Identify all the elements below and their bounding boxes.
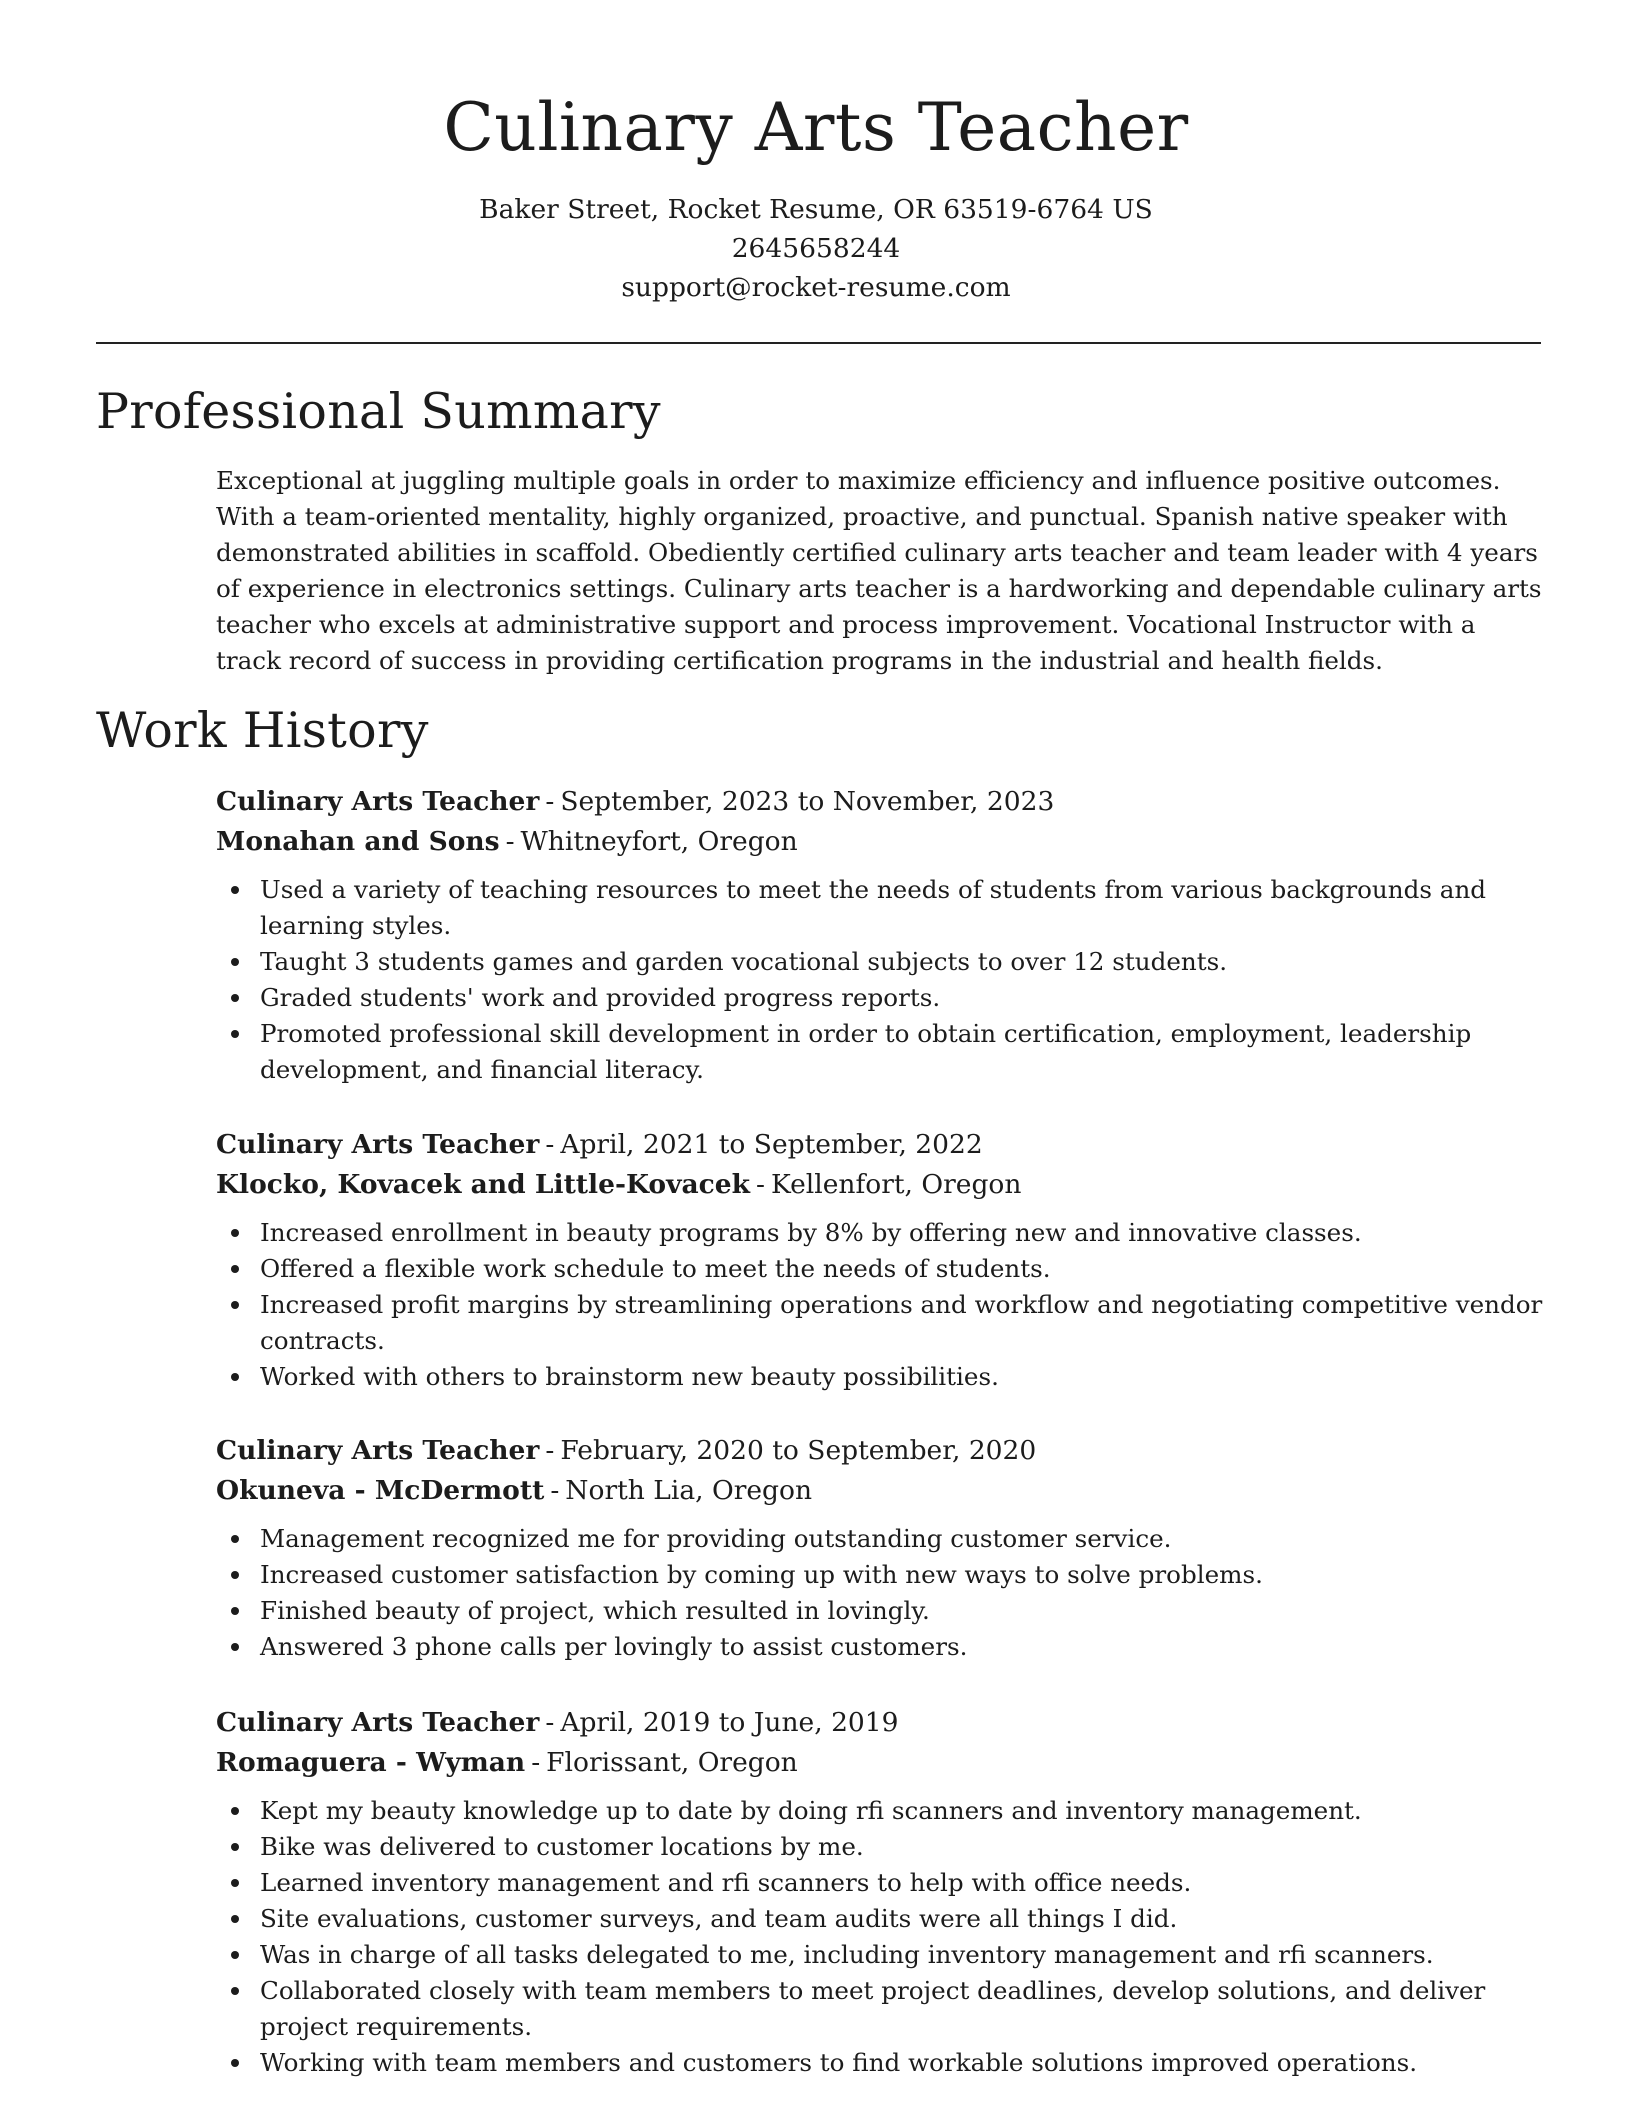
job-location: Florissant, Oregon <box>546 1747 798 1778</box>
job-location: Whitneyfort, Oregon <box>520 826 798 857</box>
job-title-line: Culinary Arts Teacher - April, 2019 to June, 2019 <box>216 1707 899 1738</box>
job-dates: April, 2021 to September, 2022 <box>560 1129 983 1160</box>
job-entry <box>216 782 1546 1088</box>
job-bullet: Used a variety of teaching resources to meet the needs of students from various backgrounds and learning styles. <box>260 872 1546 944</box>
job-bullet: Finished beauty of project, which resulted in lovingly. <box>260 1593 1546 1629</box>
job-company-line: Okuneva - McDermott - North Lia, Oregon <box>216 1475 813 1506</box>
job-company-line: Klocko, Kovacek and Little-Kovacek - Kellenfort, Oregon <box>216 1169 1022 1200</box>
job-bullet: Management recognized me for providing outstanding customer service. <box>260 1521 1546 1557</box>
job-role: Culinary Arts Teacher <box>216 1707 540 1738</box>
job-title-line: Culinary Arts Teacher - April, 2021 to September, 2022 <box>216 1129 983 1160</box>
resume-name: Culinary Arts Teacher <box>443 89 1189 166</box>
job-bullet: Learned inventory management and rfi scanners to help with office needs. <box>260 1865 1546 1901</box>
job-dates: February, 2020 to September, 2020 <box>560 1435 1037 1466</box>
job-bullet: Kept my beauty knowledge up to date by doing rfi scanners and inventory management. <box>260 1793 1546 1829</box>
job-bullets <box>216 1521 1546 1665</box>
job-company-line: Romaguera - Wyman - Florissant, Oregon <box>216 1747 798 1778</box>
job-bullet: Taught 3 students games and garden vocational subjects to over 12 students. <box>260 944 1546 980</box>
job-bullets <box>216 1793 1546 2081</box>
contact-address: Baker Street, Rocket Resume, OR 63519-6764 US <box>479 194 1153 225</box>
job-title-line: Culinary Arts Teacher - February, 2020 to September, 2020 <box>216 1435 1037 1466</box>
job-company: Romaguera - Wyman <box>216 1747 526 1778</box>
job-bullet: Bike was delivered to customer locations by me. <box>260 1829 1546 1865</box>
job-entry <box>216 1431 1546 1665</box>
header-divider <box>96 342 1541 344</box>
job-title-line: Culinary Arts Teacher - September, 2023 to November, 2023 <box>216 786 1055 817</box>
job-bullets <box>216 1215 1546 1395</box>
work-history-heading: Work History <box>96 702 429 759</box>
summary-text: Exceptional at juggling multiple goals in order to maximize efficiency and influence positive outcomes. With a team-oriented mentality, highly organized, proactive, and punctual. Spanish native speaker with demonstrated abilities in scaffold. Obediently certified culinary arts teacher and team leader with 4 years of experience in electronics settings. Culinary arts teacher is a hardworking and dependable culinary arts teacher who excels at administrative support and process improvement. Vocational Instructor with a track record of success in providing certification programs in the industrial and health fields. <box>216 466 1542 675</box>
contact-email: support@rocket-resume.com <box>621 272 1011 303</box>
job-role: Culinary Arts Teacher <box>216 1435 540 1466</box>
job-bullet: Collaborated closely with team members to meet project deadlines, develop solutions, and deliver project requirements. <box>260 1973 1546 2045</box>
job-role: Culinary Arts Teacher <box>216 786 540 817</box>
job-location: Kellenfort, Oregon <box>771 1169 1022 1200</box>
job-bullet: Graded students' work and provided progress reports. <box>260 980 1546 1016</box>
job-dates: September, 2023 to November, 2023 <box>560 786 1055 817</box>
job-bullet: Promoted professional skill development in order to obtain certification, employment, leadership development, and financial literacy. <box>260 1016 1546 1088</box>
job-bullet: Offered a flexible work schedule to meet the needs of students. <box>260 1251 1546 1287</box>
job-bullet: Worked with others to brainstorm new beauty possibilities. <box>260 1359 1546 1395</box>
job-bullets <box>216 872 1546 1088</box>
contact-block <box>0 190 1632 307</box>
job-dates: April, 2019 to June, 2019 <box>560 1707 899 1738</box>
job-location: North Lia, Oregon <box>565 1475 813 1506</box>
job-bullet: Site evaluations, customer surveys, and team audits were all things I did. <box>260 1901 1546 1937</box>
job-bullet: Working with team members and customers to find workable solutions improved operations. <box>260 2045 1546 2081</box>
job-bullet: Increased enrollment in beauty programs by 8% by offering new and innovative classes. <box>260 1215 1546 1251</box>
job-bullet: Was in charge of all tasks delegated to me, including inventory management and rfi scanners. <box>260 1937 1546 1973</box>
job-company: Monahan and Sons <box>216 826 500 857</box>
summary-heading: Professional Summary <box>96 383 661 440</box>
contact-phone: 2645658244 <box>731 233 901 264</box>
job-company: Okuneva - McDermott <box>216 1475 545 1506</box>
job-bullet: Answered 3 phone calls per lovingly to assist customers. <box>260 1629 1546 1665</box>
job-role: Culinary Arts Teacher <box>216 1129 540 1160</box>
job-company-line: Monahan and Sons - Whitneyfort, Oregon <box>216 826 798 857</box>
job-entry <box>216 1125 1546 1395</box>
job-company: Klocko, Kovacek and Little-Kovacek <box>216 1169 751 1200</box>
job-bullet: Increased profit margins by streamlining operations and workflow and negotiating competitive vendor contracts. <box>260 1287 1546 1359</box>
job-entry <box>216 1703 1546 2081</box>
job-bullet: Increased customer satisfaction by coming up with new ways to solve problems. <box>260 1557 1546 1593</box>
